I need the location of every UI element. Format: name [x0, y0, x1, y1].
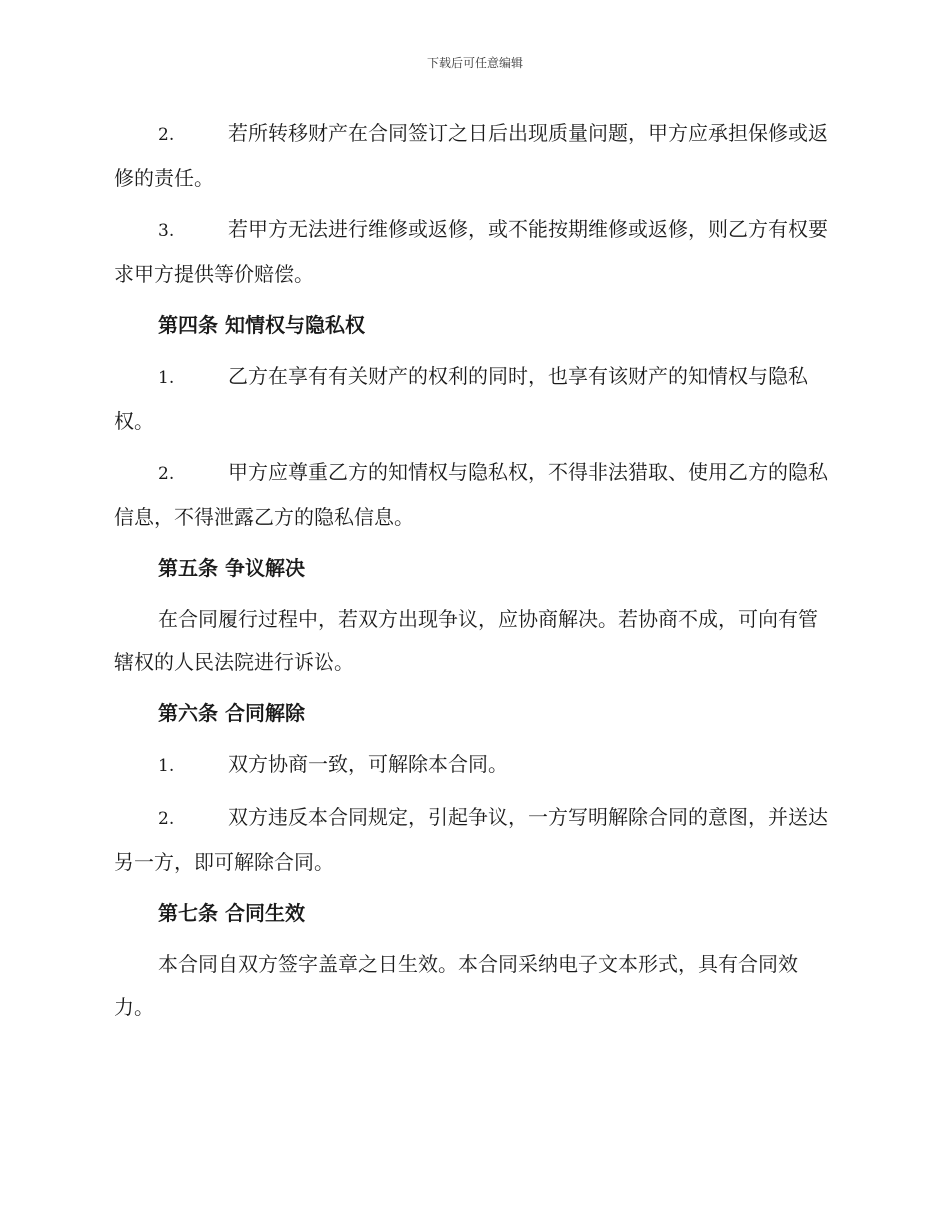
section-heading: 第六条 合同解除 — [158, 701, 305, 725]
item-text: 双方协商一致，可解除本合同。 — [228, 752, 508, 776]
paragraph: 本合同自双方签字盖章之日生效。本合同采纳电子文本形式，具有合同效力。 — [114, 952, 798, 1019]
item-number: 2. — [158, 809, 175, 829]
item-number: 2. — [158, 464, 175, 484]
item-text: 若甲方无法进行维修或返修，或不能按期维修或返修，则乙方有权要求甲方提供等价赔偿。 — [114, 217, 828, 286]
item-text: 甲方应尊重乙方的知情权与隐私权，不得非法猎取、使用乙方的隐私信息，不得泄露乙方的隐私信息。 — [114, 460, 828, 529]
item-text: 乙方在享有有关财产的权利的同时，也享有该财产的知情权与隐私权。 — [114, 364, 808, 433]
section-heading: 第四条 知情权与隐私权 — [158, 313, 365, 337]
item-text: 若所转移财产在合同签订之日后出现质量问题，甲方应承担保修或返修的责任。 — [114, 121, 828, 190]
list-item — [114, 451, 832, 539]
item-number: 1. — [158, 756, 175, 776]
list-item — [114, 796, 832, 884]
item-number: 2. — [158, 125, 175, 145]
list-item — [114, 112, 832, 200]
list-item — [114, 208, 832, 296]
item-number: 3. — [158, 221, 175, 241]
list-item — [114, 355, 832, 443]
page-header: 下载后可任意编辑 — [426, 56, 523, 70]
section-heading: 第七条 合同生效 — [158, 901, 305, 925]
item-text: 双方违反本合同规定，引起争议，一方写明解除合同的意图，并送达另一方，即可解除合同。 — [114, 805, 828, 874]
paragraph: 在合同履行过程中，若双方出现争议，应协商解决。若协商不成，可向有管辖权的人民法院进行诉讼。 — [114, 607, 818, 674]
document-body — [114, 112, 832, 1037]
item-number: 1. — [158, 368, 175, 388]
section-heading: 第五条 争议解决 — [158, 556, 305, 580]
list-item — [114, 743, 832, 788]
